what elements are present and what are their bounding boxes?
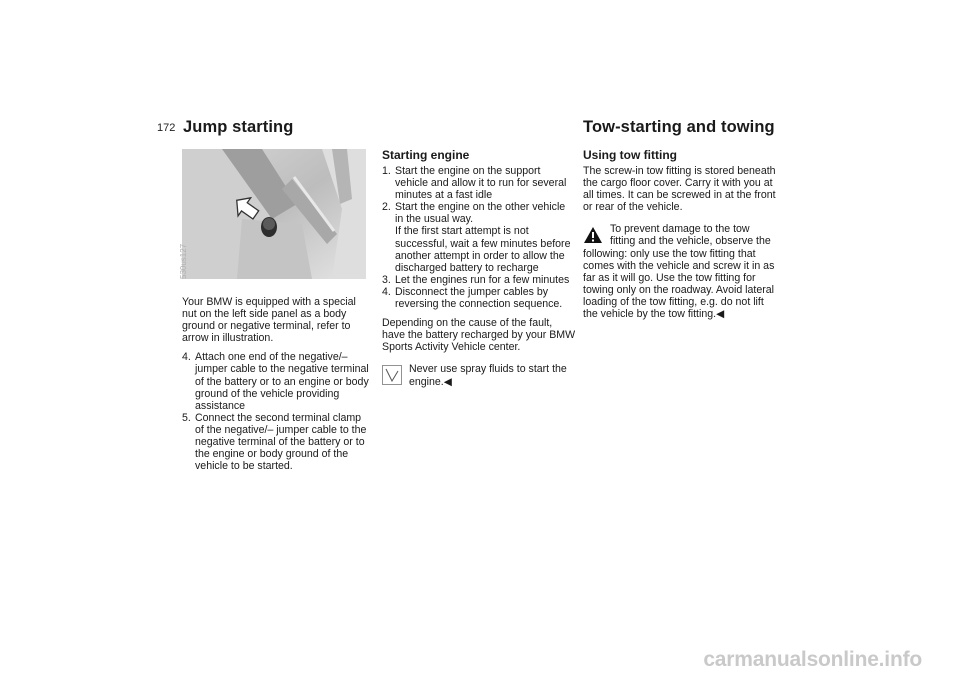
heading-starting-engine: Starting engine [382, 148, 470, 162]
note-icon [382, 365, 402, 385]
watermark: carmanualsonline.info [703, 648, 922, 671]
list-item: 2. Start the engine on the other vehicle in the usual way. If the first start attempt is not successful, wait a few minutes before another attempt in order to allow the discharged battery to recharge [382, 201, 571, 274]
warning-text: To prevent damage to the tow fitting and the vehicle, observe the following: only use the tow fitting that comes with the vehicle and screw it in as far as it will go. Use the tow fitting for towing only on the roadway. Avoid lateral loading of the tow fitting, e.g. do not lift the vehicle by the tow fitting.◀ [583, 223, 775, 321]
column-2 [382, 165, 576, 395]
list-item: 4. Attach one end of the negative/– jumper cable to the negative terminal of the battery or to an engine or body ground of the vehicle providing assistance [182, 351, 369, 412]
engine-ground-nut-illustration [179, 149, 366, 279]
list-item: 1. Start the engine on the support vehicle and allow it to run for several minutes at a fast idle [382, 165, 567, 202]
note-text: Never use spray fluids to start the engine.◀ [409, 363, 567, 388]
list-item: 3. Let the engines run for a few minutes [382, 273, 570, 286]
heading-using-tow-fitting: Using tow fitting [583, 148, 677, 162]
jump-start-steps [182, 351, 372, 472]
engine-photo-icon [179, 149, 366, 279]
figure-code: 530us127 [179, 243, 188, 279]
column-3 [583, 165, 777, 327]
intro-paragraph: Your BMW is equipped with a special nut on the left side panel as a body ground or negative terminal, refer to arrow in illustration. [182, 296, 356, 345]
note-block [382, 363, 576, 387]
list-item: 5. Connect the second terminal clamp of the negative/– jumper cable to the negative terminal of the battery or to the engine or body ground of the vehicle to be started. [182, 411, 367, 473]
list-item: 4. Disconnect the jumper cables by reversing the connection sequence. [382, 285, 563, 311]
warning-triangle-icon [583, 225, 603, 245]
starting-engine-steps [382, 165, 576, 310]
section-title-jump-starting: Jump starting [183, 118, 294, 136]
section-title-tow-starting: Tow-starting and towing [583, 118, 775, 136]
battery-paragraph: Depending on the cause of the fault, have the battery recharged by your BMW Sports Activity Vehicle center. [382, 317, 576, 354]
page-number: 172 [157, 122, 176, 134]
column-1 [182, 296, 372, 479]
warning-block [583, 223, 777, 320]
tow-fitting-paragraph: The screw-in tow fitting is stored beneath the cargo floor cover. Carry it with you at all times. It can be screwed in at the front or rear of the vehicle. [583, 165, 776, 214]
